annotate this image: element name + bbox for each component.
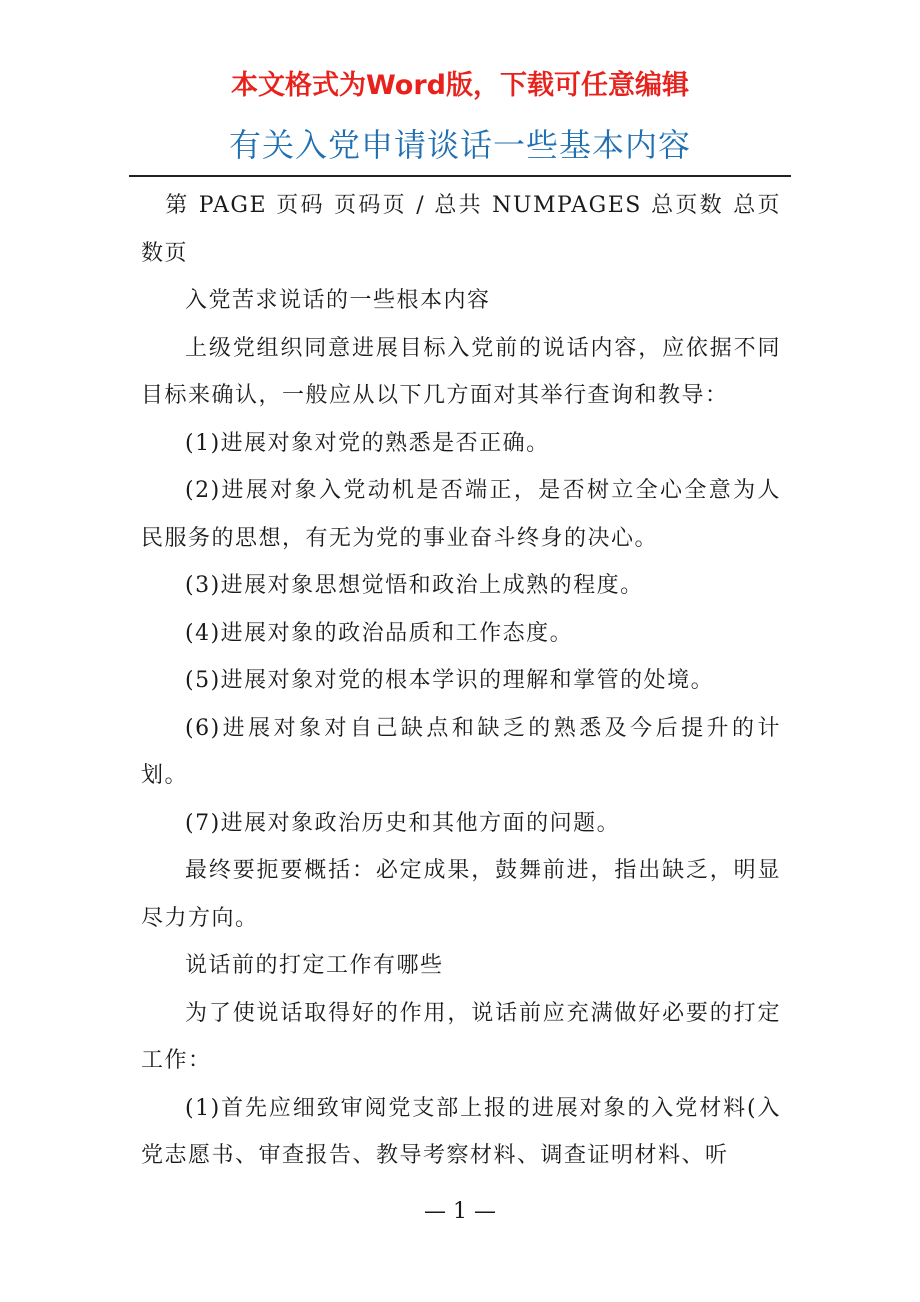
paragraph: (1)首先应细致审阅党支部上报的进展对象的入党材料(入党志愿书、审查报告、教导考察材料、调查证明材料、听 [141,1095,781,1168]
download-banner: 本文格式为Word版，下载可任意编辑 [230,70,689,101]
document-title: 有关入党申请谈话一些基本内容 [228,126,691,164]
paragraph: 上级党组织同意进展目标入党前的说话内容，应依据不同目标来确认，一般应从以下几方面对其举行查询和教导： [141,335,781,408]
paragraph: (2)进展对象入党动机是否端正，是否树立全心全意为人民服务的思想，有无为党的事业奋斗终身的决心。 [141,478,781,551]
paragraph: 说话前的打定工作有哪些 [185,953,444,978]
paragraph: (4)进展对象的政治品质和工作态度。 [185,620,574,646]
paragraph: (3)进展对象思想觉悟和政治上成熟的程度。 [185,573,644,598]
paragraph: (5)进展对象对党的根本学识的理解和掌管的处境。 [185,668,715,693]
paragraph: (1)进展对象对党的熟悉是否正确。 [185,430,550,456]
paragraph: (6)进展对象对自己缺点和缺乏的熟悉及今后提升的计划。 [141,715,781,788]
page-number: — 1 — [424,1199,496,1224]
page-field-line: 第 PAGE 页码 页码页 / 总共 NUMPAGES 总页数 总页数页 [141,193,781,266]
paragraph: (7)进展对象政治历史和其他方面的问题。 [185,810,621,836]
paragraph: 最终要扼要概括：必定成果，鼓舞前进，指出缺乏，明显尽力方向。 [141,858,781,931]
title-divider [129,175,791,177]
paragraph: 为了使说话取得好的作用，说话前应充满做好必要的打定工作： [141,1000,781,1073]
document-body [141,182,781,1180]
paragraph: 入党苦求说话的一些根本内容 [185,288,491,313]
